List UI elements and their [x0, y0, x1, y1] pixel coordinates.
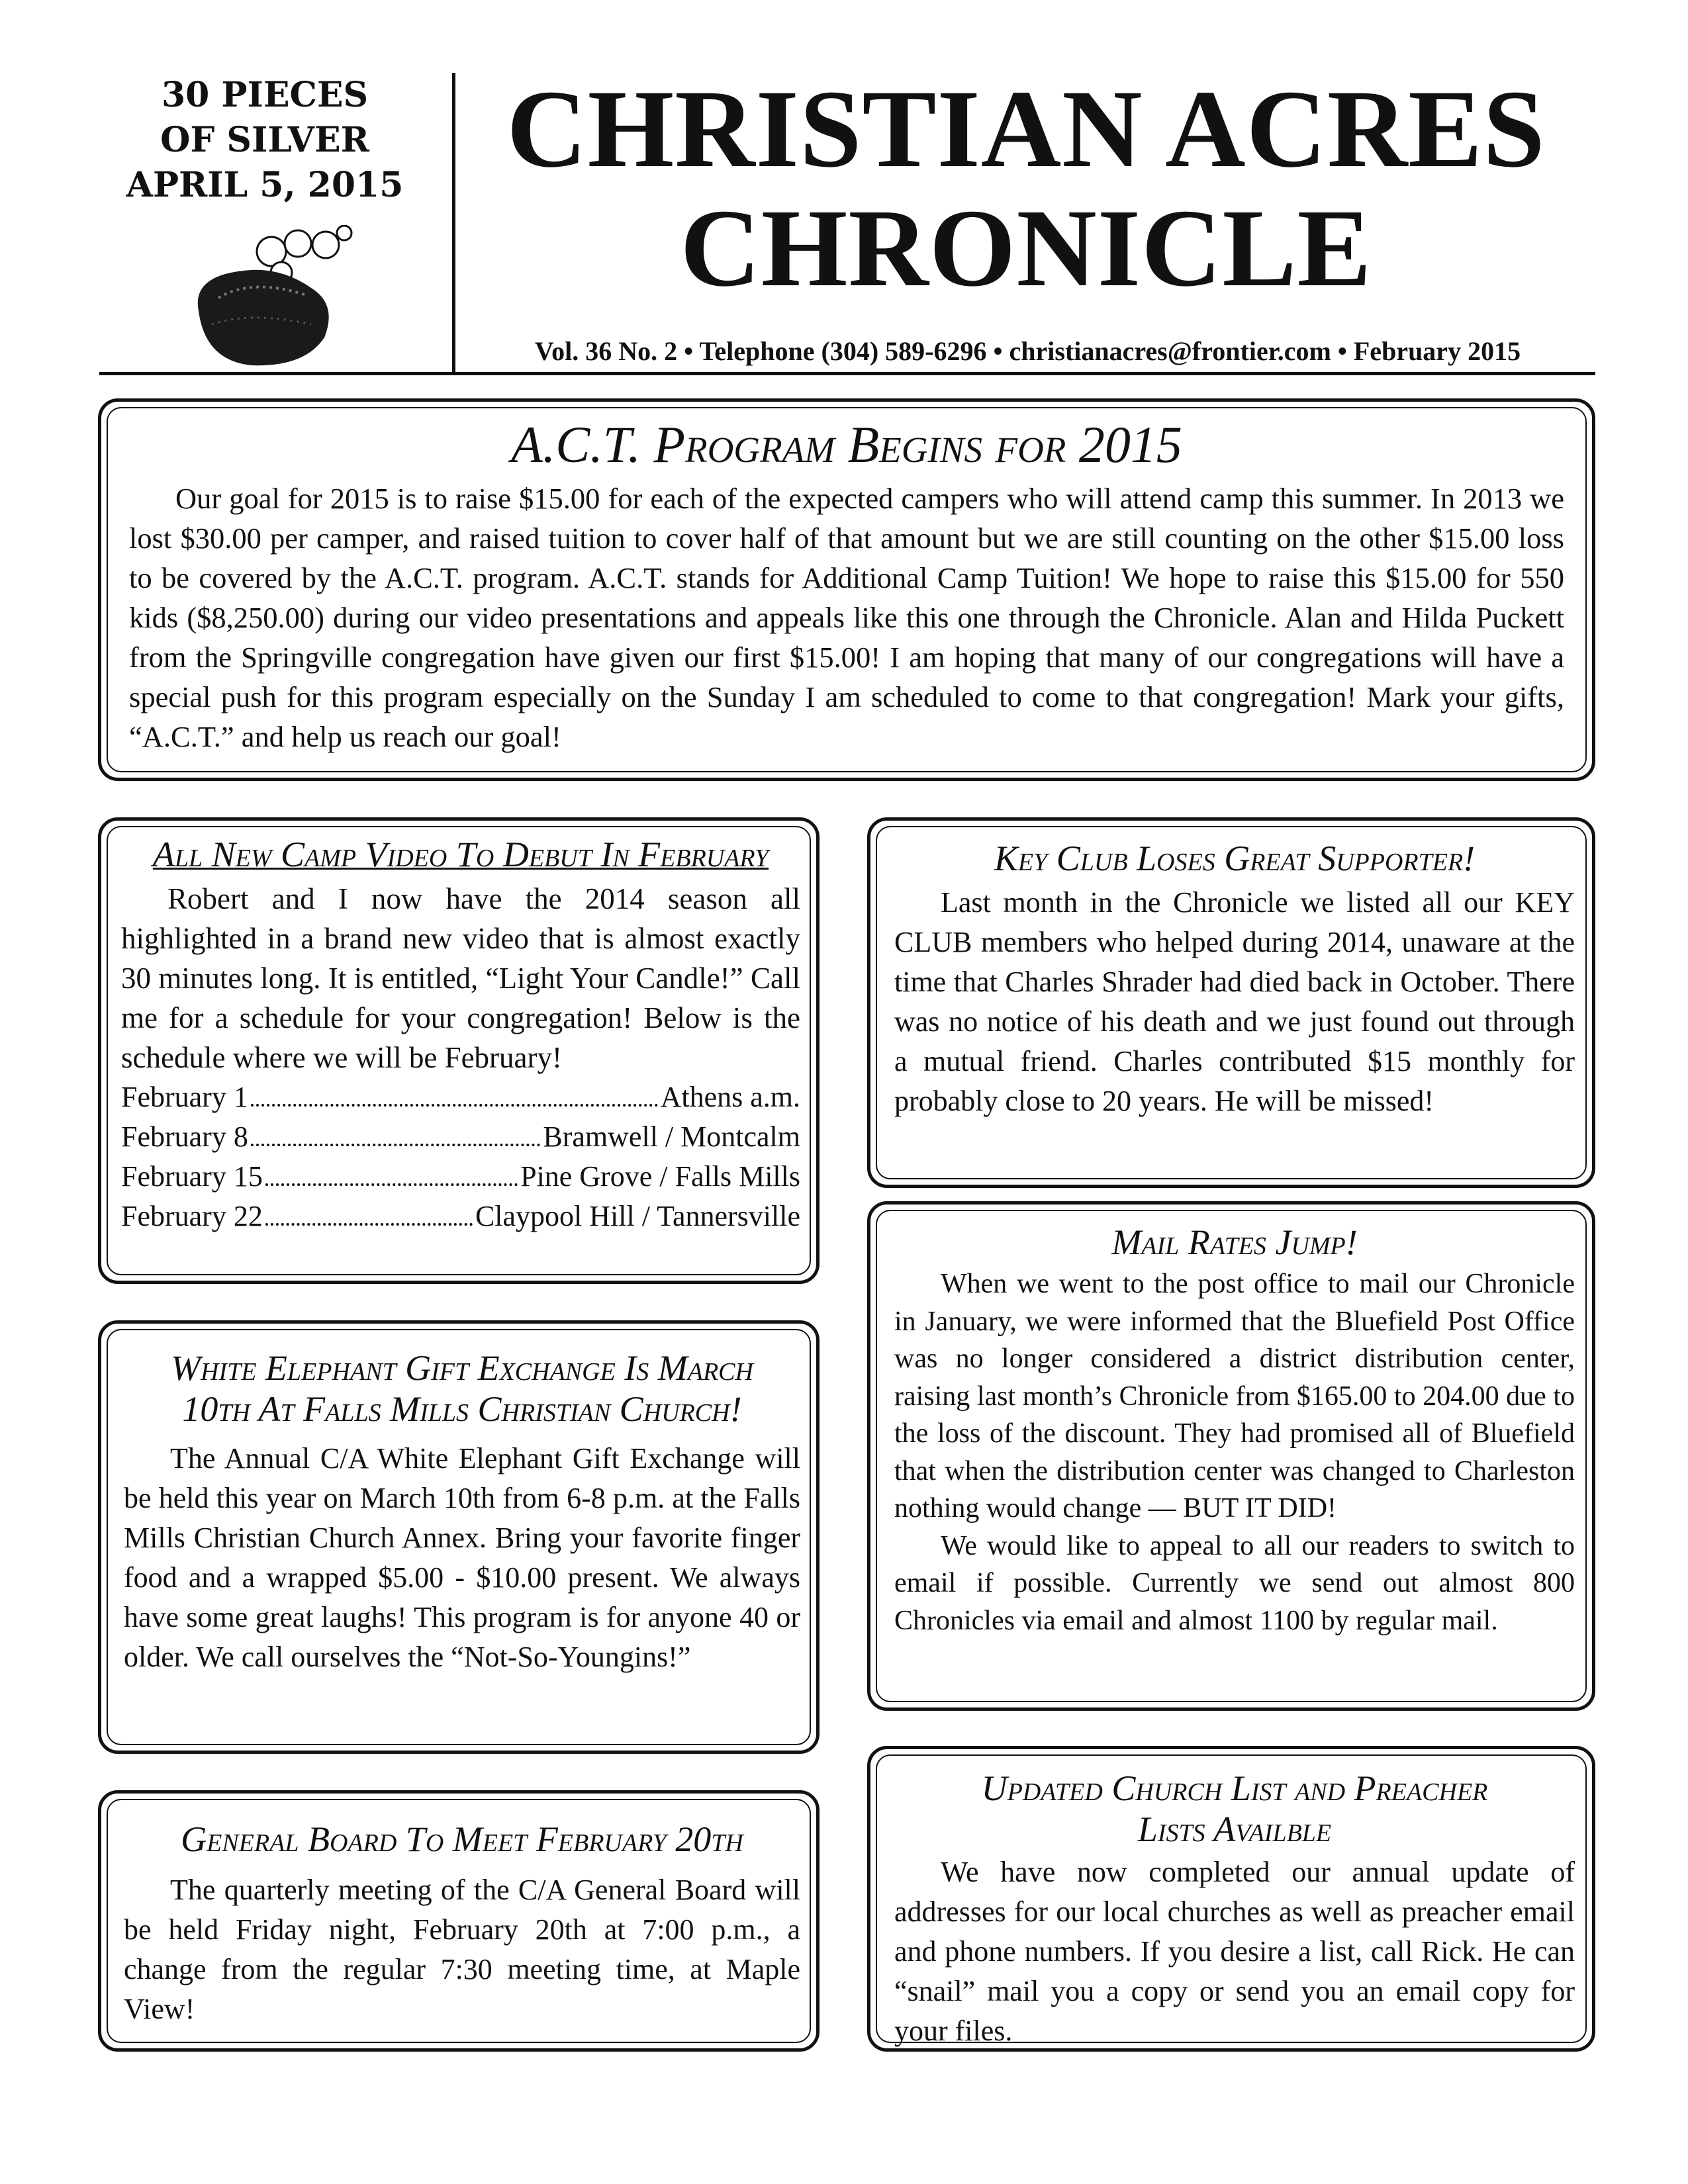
camp-video-text: Robert and I now have the 2014 season all highlighted in a brand new video that is almost exactly 30 minutes long. It is entitled, “Light Your Candle!” Call me for a schedule for your congregation! Below is the schedule where we will be February! — [121, 882, 800, 1074]
white-elephant-heading-line-2: 10th At Falls Mills Christian Church! — [182, 1389, 742, 1429]
schedule-date: February 22 — [121, 1200, 263, 1232]
title-line-2: CHRONICLE — [680, 187, 1372, 310]
schedule-leader-dots — [265, 1223, 473, 1226]
masthead-divider — [452, 73, 455, 374]
title-line-1: CHRISTIAN ACRES — [506, 68, 1546, 191]
schedule-leader-dots — [251, 1144, 541, 1146]
schedule-place: Athens a.m. — [660, 1081, 800, 1113]
act-program-box — [98, 398, 1595, 781]
schedule-row — [121, 1077, 800, 1117]
schedule-row — [121, 1197, 800, 1236]
schedule-row — [121, 1157, 800, 1197]
schedule-date: February 1 — [121, 1081, 248, 1113]
church-list-heading-line-1: Updated Church List and Preacher — [981, 1768, 1488, 1808]
key-club-box — [867, 817, 1595, 1188]
white-elephant-heading — [124, 1347, 800, 1430]
schedule-place: Bramwell / Montcalm — [543, 1120, 800, 1153]
white-elephant-text: The Annual C/A White Elephant Gift Exchange will be held this year on March 10th from 6-8 p.m. at the Falls Mills Christian Church Annex. Bring your favorite finger food and a wrapped $5.00 - $10.00 present. We always have some great laughs! This program is for anyone 40 or older. We call ourselves the “Not-So-Youngins!” — [124, 1442, 800, 1673]
general-board-heading: General Board To Meet February 20th — [181, 1819, 743, 1859]
white-elephant-heading-line-1: White Elephant Gift Exchange Is March — [171, 1348, 753, 1388]
schedule-leader-dots — [251, 1104, 658, 1107]
mail-rates-text-1: When we went to the post office to mail our Chronicle in January, we were informed that the Bluefield Post Office was no longer considered a district distribution center, raising last month’s Chronicle from $165.00 to 204.00 due to the loss of the discount. They had promised all of Bluefield that when the distribution center was changed to Charleston nothing would change — BUT IT DID! — [894, 1269, 1575, 1524]
general-board-text: The quarterly meeting of the C/A General Board will be held Friday night, February 20th at 7:00 p.m., a change from the regular 7:30 meeting time, at Maple View! — [124, 1874, 800, 2025]
sidebox-line-2: OF SILVER — [160, 120, 369, 160]
key-club-heading: Key Club Loses Great Supporter! — [994, 839, 1476, 878]
issue-info-line: Vol. 36 No. 2 • Telephone (304) 589-6296 • christianacres@frontier.com • February 2015 — [534, 336, 1521, 366]
schedule-row — [121, 1117, 800, 1157]
church-list-box — [867, 1746, 1595, 2052]
coin-purse-icon — [179, 225, 371, 371]
masthead-sidebox — [99, 73, 430, 208]
church-list-heading-line-2: Lists Availble — [1137, 1809, 1332, 1849]
masthead-rule — [99, 372, 1595, 375]
mail-rates-text-2: We would like to appeal to all our readers to switch to email if possible. Currently we send out almost 800 Chronicles via email and almost 1100 by regular mail. — [894, 1530, 1575, 1636]
schedule-place: Pine Grove / Falls Mills — [520, 1160, 800, 1193]
camp-video-box — [98, 817, 820, 1284]
schedule-leader-dots — [265, 1183, 518, 1186]
white-elephant-box — [98, 1320, 820, 1754]
act-program-heading: A.C.T. Program Begins for 2015 — [511, 416, 1182, 473]
camp-video-heading: All New Camp Video To Debut In February — [152, 835, 769, 874]
sidebox-line-3: APRIL 5, 2015 — [126, 165, 404, 205]
church-list-text: We have now completed our annual update of addresses for our local churches as well as preacher email and phone numbers. If you desire a list, call Rick. He can “snail” mail you a copy or send you an email copy for your files. — [894, 1856, 1575, 2047]
key-club-text: Last month in the Chronicle we listed all our KEY CLUB members who helped during 2014, unaware at the time that Charles Shrader had died back in October. There was no notice of his death and we just found out through a mutual friend. Charles contributed $15 monthly for probably close to 20 years. He will be missed! — [894, 886, 1575, 1117]
schedule-date: February 8 — [121, 1120, 248, 1153]
church-list-heading — [894, 1768, 1575, 1850]
video-schedule — [121, 1077, 800, 1236]
schedule-date: February 15 — [121, 1160, 263, 1193]
sidebox-line-1: 30 PIECES — [161, 75, 369, 115]
act-program-text: Our goal for 2015 is to raise $15.00 for each of the expected campers who will attend camp this summer. In 2013 we lost $30.00 per camper, and raised tuition to cover half of that amount but we are still counting on the other $15.00 loss to be covered by the A.C.T. program. A.C.T. stands for Additional Camp Tuition! We hope to raise this $15.00 for 550 kids ($8,250.00) during our video presentations and appeals like this one through the Chronicle. Alan and Hilda Puckett from the Springville congregation have given our first $15.00! I am hoping that many of our congregations will have a special push for this program especially on the Sunday I am scheduled to come to that congregation! Mark your gifts, “A.C.T.” and help us reach our goal! — [129, 482, 1564, 753]
mail-rates-box — [867, 1201, 1595, 1711]
general-board-box — [98, 1790, 820, 2052]
newsletter-title — [457, 69, 1595, 308]
mail-rates-heading: Mail Rates Jump! — [1111, 1222, 1358, 1262]
schedule-place: Claypool Hill / Tannersville — [475, 1200, 800, 1232]
